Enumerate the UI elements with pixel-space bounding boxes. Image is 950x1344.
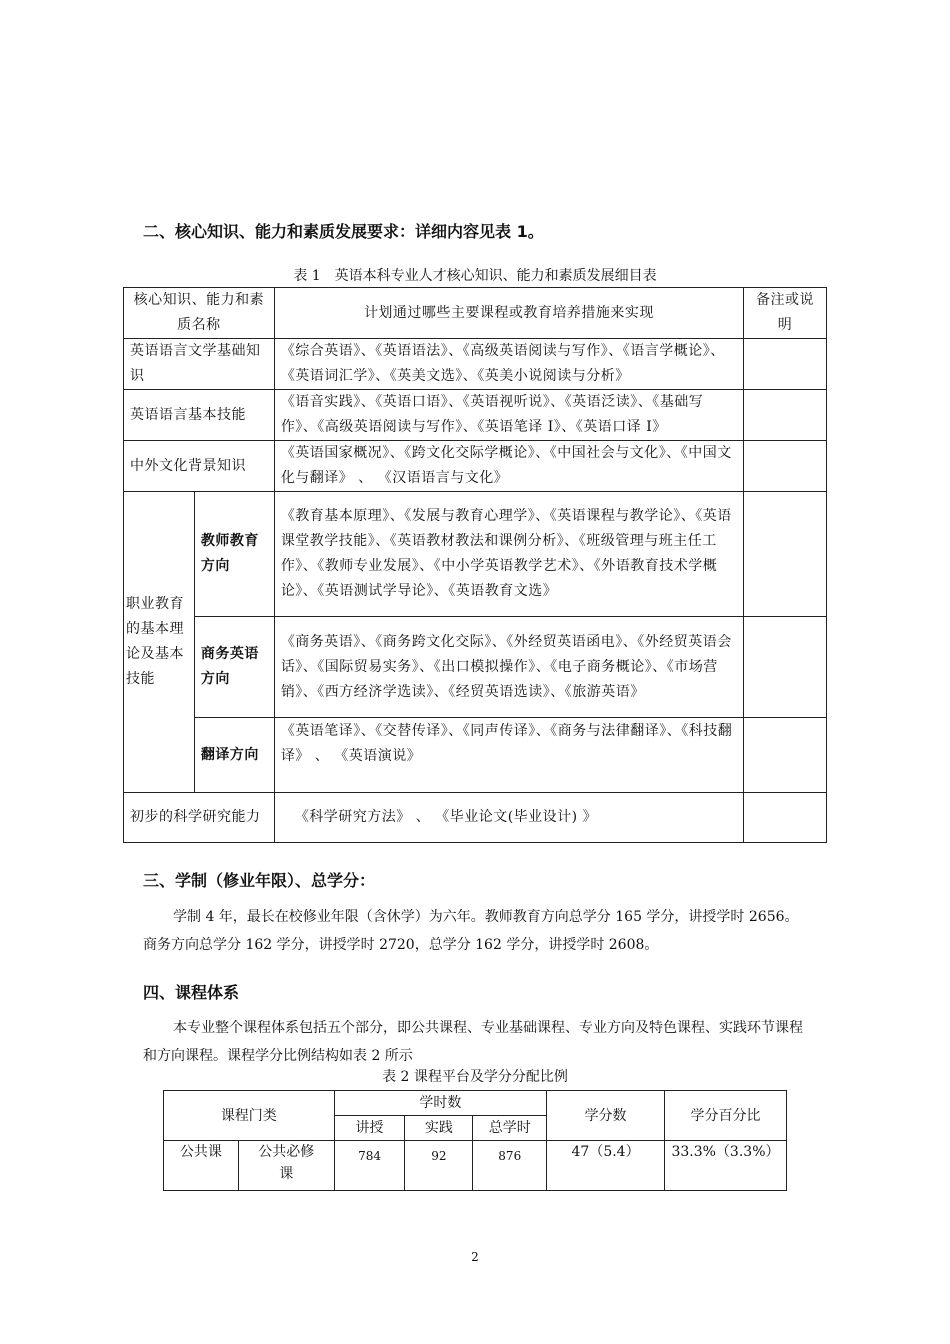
section-3-paragraph: 学制 4 年，最长在校修业年限（含休学）为六年。教师教育方向总学分 165 学分，讲授学时 2656。商务方向总学分 162 学分，讲授学时 2720，总学分 162 学分，讲授学时 2608。 — [143, 909, 799, 953]
table-2-header-credits: 学分数 — [547, 1091, 665, 1141]
table-1 — [123, 287, 827, 843]
table-2-percent: 33.3%（3.3%） — [664, 1141, 786, 1191]
direction-measures: 《教育基本原理》、《发展与教育心理学》、《英语课程与教学论》、《英语课堂教学技能》、《英语教材教法和课例分析》、《班级管理与班主任工作》、《教师专业发展》、《中小学英语教学艺术》、《外语教育技术学概论》、《英语测试学导论》、《英语教育文选》 — [274, 492, 743, 617]
table-row — [124, 793, 827, 843]
direction-measures: 《英语笔译》、《交替传译》、《同声传译》、《商务与法律翻译》、《科技翻译》 、 《英语演说》 — [274, 718, 743, 793]
table-1-row-remark — [744, 339, 827, 390]
table-2-header-percent: 学分百分比 — [664, 1091, 786, 1141]
table-row — [124, 492, 827, 617]
direction-name: 翻译方向 — [194, 718, 274, 793]
section-3-heading: 三、学制（修业年限）、总学分： — [143, 871, 376, 890]
direction-measures: 《商务英语》、《商务跨文化交际》、《外经贸英语函电》、《外经贸英语会话》、《国际贸易实务》、《出口模拟操作》、《电子商务概论》、《市场营销》、《西方经济学选读》、《经贸英语选读》、《旅游英语》 — [274, 617, 743, 718]
table-row — [124, 617, 827, 718]
table-2-header-lecture: 讲授 — [334, 1116, 405, 1141]
table-row — [124, 390, 827, 441]
table-2-caption: 表 2 课程平台及学分分配比例 — [382, 1069, 568, 1085]
table-1-row-name: 初步的科学研究能力 — [124, 793, 275, 843]
table-row — [124, 441, 827, 492]
table-1-header-name: 核心知识、能力和素质名称 — [124, 288, 275, 339]
table-1-caption: 表 1 英语本科专业人才核心知识、能力和素质发展细目表 — [293, 268, 657, 284]
table-1-row-measures: 《科学研究方法》 、 《毕业论文(毕业设计) 》 — [274, 793, 743, 843]
table-row — [124, 339, 827, 390]
table-1-row-remark — [744, 441, 827, 492]
table-2-total: 876 — [473, 1141, 547, 1191]
page-number: 2 — [471, 1250, 479, 1264]
table-1-row-name: 中外文化背景知识 — [124, 441, 275, 492]
table-2 — [163, 1090, 787, 1191]
table-1-row-name: 英语语言基本技能 — [124, 390, 275, 441]
table-1-row-remark — [744, 617, 827, 718]
section-2-heading: 二、核心知识、能力和素质发展要求：详细内容见表 1。 — [143, 222, 544, 241]
table-2-header-total: 总学时 — [473, 1116, 547, 1141]
table-1-row-measures: 《英语国家概况》、《跨文化交际学概论》、《中国社会与文化》、《中国文化与翻译》 、 《汉语语言与文化》 — [274, 441, 743, 492]
section-4-paragraph: 本专业整个课程体系包括五个部分，即公共课程、专业基础课程、专业方向及特色课程、实践环节课程和方向课程。课程学分比例结构如表 2 所示 — [143, 1020, 803, 1064]
table-1-row-remark — [744, 492, 827, 617]
table-2-category: 公共课 — [164, 1141, 239, 1191]
table-1-row-measures: 《综合英语》、《英语语法》、《高级英语阅读与写作》、《语言学概论》、《英语词汇学》、《英美文选》、《英美小说阅读与分析》 — [274, 339, 743, 390]
table-2-header-category: 课程门类 — [164, 1091, 335, 1141]
table-2-subcategory: 公共必修课 — [238, 1141, 334, 1191]
table-1-header-remark: 备注或说明 — [744, 288, 827, 339]
table-2-header-practice: 实践 — [405, 1116, 473, 1141]
table-1-row-measures: 《语音实践》、《英语口语》、《英语视听说》、《英语泛读》、《基础写作》、《高级英语阅读与写作》、《英语笔译 I》、《英语口译 I》 — [274, 390, 743, 441]
table-row — [164, 1141, 787, 1191]
table-2-lecture: 784 — [334, 1141, 405, 1191]
table-2-practice: 92 — [405, 1141, 473, 1191]
section-4-heading: 四、课程体系 — [143, 983, 240, 1002]
table-2-credits: 47（5.4） — [547, 1141, 665, 1191]
direction-name: 教师教育方向 — [194, 492, 274, 617]
table-2-header-hours: 学时数 — [334, 1091, 547, 1116]
table-row — [124, 718, 827, 793]
table-1-row-remark — [744, 793, 827, 843]
table-1-row-name: 英语语言文学基础知识 — [124, 339, 275, 390]
vocational-name: 职业教育的基本理论及基本技能 — [124, 492, 195, 793]
table-1-header-measures: 计划通过哪些主要课程或教育培养措施来实现 — [274, 288, 743, 339]
table-1-row-remark — [744, 718, 827, 793]
table-2-header-row — [164, 1091, 787, 1116]
direction-name: 商务英语方向 — [194, 617, 274, 718]
table-1-header-row — [124, 288, 827, 339]
table-1-row-remark — [744, 390, 827, 441]
